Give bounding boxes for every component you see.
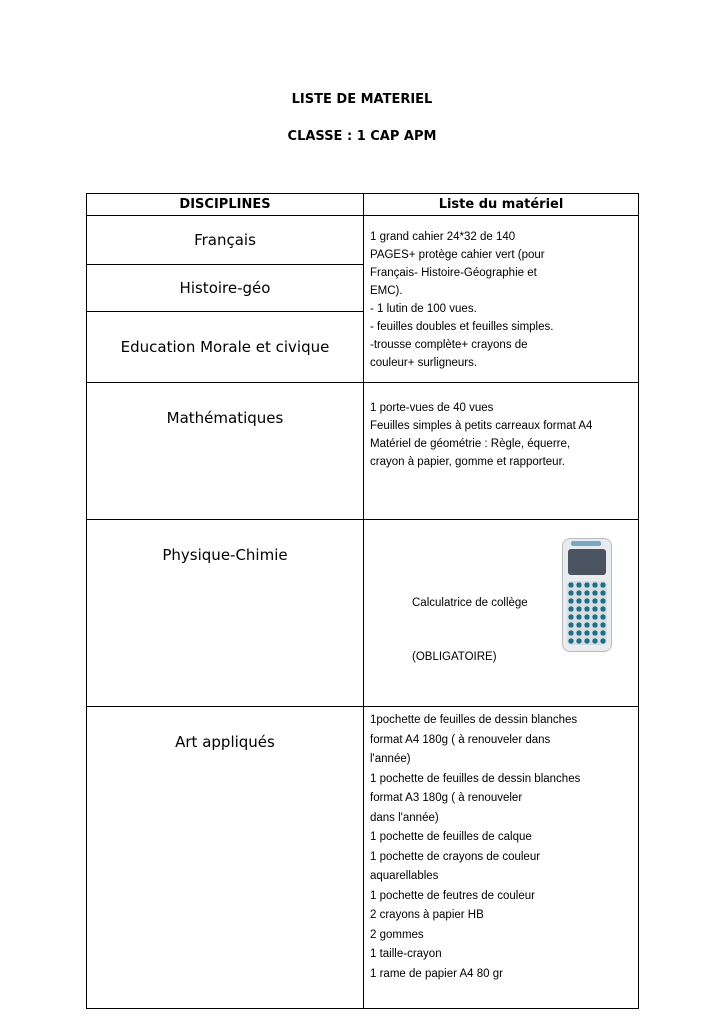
material-line: crayon à papier, gomme et rapporteur. bbox=[370, 456, 565, 468]
material-line: Matériel de géométrie : Règle, équerre, bbox=[370, 438, 571, 450]
page-title: LISTE DE MATERIEL bbox=[291, 92, 433, 107]
material-line: 2 gommes bbox=[370, 928, 424, 941]
material-line: 1 pochette de feuilles de calque bbox=[370, 831, 532, 843]
material-line: - 1 lutin de 100 vues. bbox=[370, 303, 477, 315]
material-line: EMC). bbox=[370, 285, 403, 297]
material-line: format A4 180g ( à renouveler dans bbox=[370, 733, 551, 746]
material-line: (OBLIGATOIRE) bbox=[412, 651, 497, 663]
table-row bbox=[87, 707, 639, 1009]
material-line: 1 grand cahier 24*32 de 140 bbox=[370, 231, 516, 243]
header-disciplines: DISCIPLINES bbox=[87, 194, 364, 216]
discipline-francais: Français bbox=[87, 216, 364, 265]
calculator-screen bbox=[568, 549, 606, 575]
material-line: Feuilles simples à petits carreaux format A4 bbox=[370, 420, 593, 432]
discipline-emc: Education Morale et civique bbox=[87, 312, 364, 383]
calculator-brand-strip bbox=[571, 541, 601, 546]
table-row bbox=[87, 216, 639, 265]
material-line: 1 taille-crayon bbox=[370, 948, 442, 960]
discipline-histoire-geo: Histoire-géo bbox=[87, 265, 364, 312]
material-line: dans l'année) bbox=[370, 811, 439, 824]
calculator-text bbox=[412, 558, 528, 702]
material-line: 1 pochette de crayons de couleur bbox=[370, 850, 541, 863]
material-line: 1pochette de feuilles de dessin blanches bbox=[370, 714, 578, 726]
material-line: Calculatrice de collège bbox=[412, 597, 528, 609]
material-cell-physics bbox=[364, 520, 639, 707]
material-line: aquarellables bbox=[370, 870, 439, 882]
table-row bbox=[87, 520, 639, 707]
material-line: Français- Histoire-Géographie et bbox=[370, 267, 537, 279]
discipline-art-appliques: Art appliqués bbox=[87, 707, 364, 1009]
material-cell-french-history-emc bbox=[364, 216, 639, 383]
material-line: 1 porte-vues de 40 vues bbox=[370, 402, 494, 414]
table-row bbox=[87, 383, 639, 520]
material-line: 1 pochette de feutres de couleur bbox=[370, 889, 535, 902]
material-line: l'année) bbox=[370, 753, 411, 765]
table-header-row bbox=[87, 194, 639, 216]
material-cell-art bbox=[364, 707, 639, 1009]
material-line: 1 pochette de feuilles de dessin blanches bbox=[370, 772, 581, 785]
class-title: CLASSE : 1 CAP APM bbox=[287, 129, 437, 144]
header-material-list: Liste du matériel bbox=[364, 194, 639, 216]
material-table bbox=[86, 193, 639, 1009]
discipline-physique-chimie: Physique-Chimie bbox=[87, 520, 364, 707]
material-line: PAGES+ protège cahier vert (pour bbox=[370, 249, 545, 261]
calculator-image bbox=[562, 538, 612, 652]
material-line: couleur+ surligneurs. bbox=[370, 357, 478, 369]
material-line: 1 rame de papier A4 80 gr bbox=[370, 967, 503, 980]
discipline-mathematiques: Mathématiques bbox=[87, 383, 364, 520]
material-line: 2 crayons à papier HB bbox=[370, 909, 484, 921]
calculator-keypad bbox=[567, 581, 607, 645]
material-line: -trousse complète+ crayons de bbox=[370, 339, 528, 351]
material-cell-math bbox=[364, 383, 639, 520]
material-line: - feuilles doubles et feuilles simples. bbox=[370, 321, 554, 333]
material-line: format A3 180g ( à renouveler bbox=[370, 792, 523, 804]
